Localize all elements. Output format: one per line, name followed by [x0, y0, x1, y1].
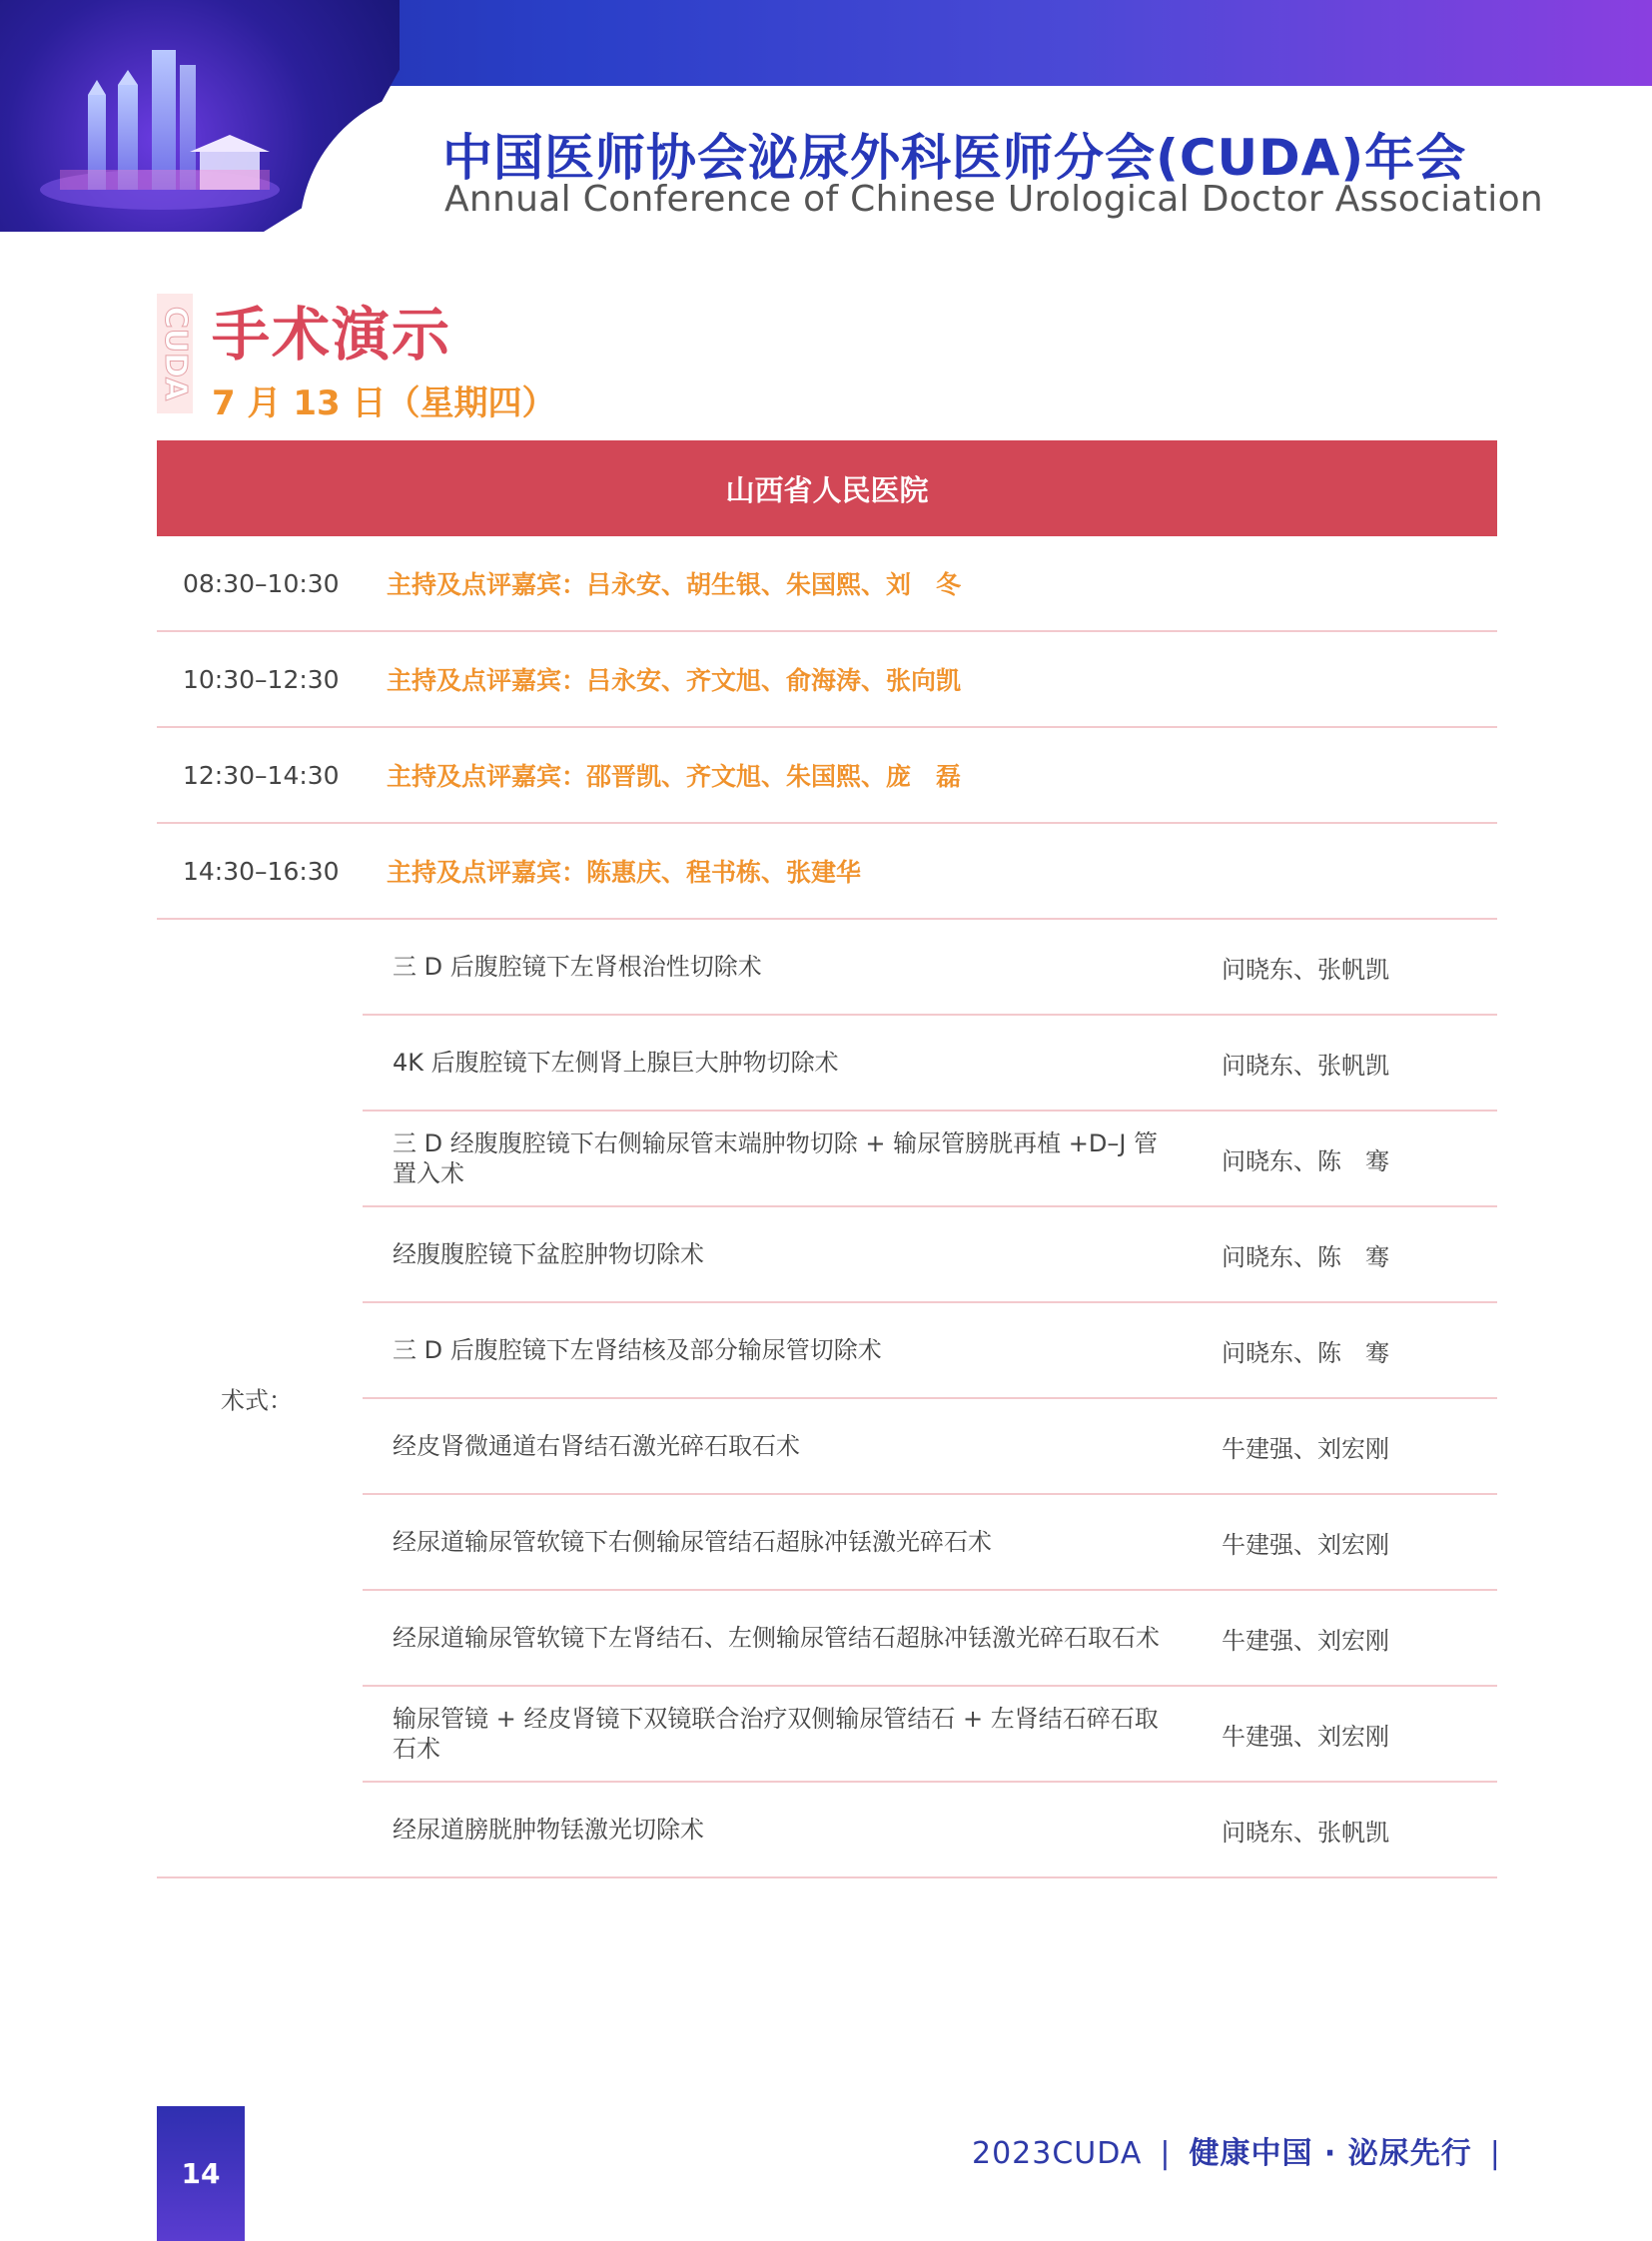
footer-tagline: [972, 2128, 1511, 2172]
procedures-list: [363, 920, 1497, 1876]
session-host: 主持及点评嘉宾：吕永安、齐文旭、俞海涛、张向凯: [387, 666, 962, 695]
procedure-surgeons: 问晓东、陈 骞: [1222, 1242, 1389, 1271]
procedure-surgeons: 问晓东、张帆凯: [1222, 955, 1389, 984]
procedure-name: 三 D 经腹腹腔镜下右侧输尿管末端肿物切除 + 输尿管膀胱再植 +D–J 管置入术: [393, 1129, 1159, 1187]
procedure-name: 经腹腹腔镜下盆腔肿物切除术: [393, 1240, 704, 1268]
cuda-side-mark-text: CUDA: [158, 306, 193, 401]
procedures-label: 术式：: [221, 1386, 293, 1415]
procedure-row: [363, 1687, 1497, 1783]
footer-separator: |: [1160, 2136, 1172, 2171]
procedure-row: [363, 1016, 1497, 1112]
procedure-row: [363, 1495, 1497, 1591]
footer-slogan: 健康中国 · 泌尿先行: [1189, 2136, 1472, 2171]
procedure-name: 经皮肾微通道右肾结石激光碎石取石术: [393, 1432, 800, 1460]
procedure-surgeons: 牛建强、刘宏刚: [1222, 1722, 1389, 1751]
procedure-row: [363, 1207, 1497, 1303]
procedure-surgeons: 问晓东、陈 骞: [1222, 1338, 1389, 1367]
session-row: [157, 824, 1497, 920]
procedure-name: 输尿管镜 + 经皮肾镜下双镜联合治疗双侧输尿管结石 + 左肾结石碎石取石术: [393, 1705, 1159, 1763]
procedure-row: [363, 1591, 1497, 1687]
hospital-header: 山西省人民医院: [157, 440, 1497, 536]
conference-title-en: Annual Conference of Chinese Urological Doctor Association: [444, 179, 1544, 220]
procedure-surgeons: 牛建强、刘宏刚: [1222, 1530, 1389, 1559]
session-time: 08:30–10:30: [183, 568, 340, 598]
city-skyline-graphic: [40, 40, 340, 210]
procedure-surgeons: 问晓东、张帆凯: [1222, 1051, 1389, 1080]
procedure-row: [363, 920, 1497, 1016]
cuda-side-mark: [157, 294, 193, 413]
footer-separator: |: [1489, 2136, 1501, 2171]
procedure-surgeons: 问晓东、张帆凯: [1222, 1818, 1389, 1847]
section-title: 手术演示: [212, 301, 452, 369]
footer-brand: 2023CUDA: [972, 2136, 1143, 2171]
session-row: [157, 536, 1497, 632]
procedure-name: 三 D 后腹腔镜下左肾根治性切除术: [393, 953, 762, 981]
page-number: 14: [181, 2157, 221, 2190]
procedure-name: 经尿道膀胱肿物铥激光切除术: [393, 1816, 704, 1844]
session-host: 主持及点评嘉宾：邵晋凯、齐文旭、朱国熙、庞 磊: [387, 762, 962, 791]
procedures-block: [157, 920, 1497, 1878]
procedure-name: 三 D 后腹腔镜下左肾结核及部分输尿管切除术: [393, 1336, 882, 1364]
procedure-row: [363, 1112, 1497, 1207]
procedure-surgeons: 牛建强、刘宏刚: [1222, 1434, 1389, 1463]
page-number-box: [157, 2106, 245, 2241]
session-time: 14:30–16:30: [183, 856, 340, 886]
procedure-surgeons: 牛建强、刘宏刚: [1222, 1626, 1389, 1655]
session-host: 主持及点评嘉宾：陈惠庆、程书栋、张建华: [387, 858, 862, 887]
procedure-row: [363, 1783, 1497, 1876]
session-row: [157, 632, 1497, 728]
session-host: 主持及点评嘉宾：吕永安、胡生银、朱国熙、刘 冬: [387, 570, 962, 599]
procedure-surgeons: 问晓东、陈 骞: [1222, 1146, 1389, 1175]
procedure-name: 4K 后腹腔镜下左侧肾上腺巨大肿物切除术: [393, 1049, 839, 1077]
procedures-label-column: [157, 920, 363, 1876]
schedule-table: [157, 440, 1497, 1878]
session-time: 10:30–12:30: [183, 664, 340, 694]
session-row: [157, 728, 1497, 824]
section-date: 7 月 13 日（星期四）: [212, 383, 556, 423]
conference-title-cn: 中国医师协会泌尿外科医师分会(CUDA)年会: [442, 129, 1467, 187]
session-time: 12:30–14:30: [183, 760, 340, 790]
procedure-row: [363, 1303, 1497, 1399]
procedure-name: 经尿道输尿管软镜下右侧输尿管结石超脉冲铥激光碎石术: [393, 1528, 992, 1556]
procedure-name: 经尿道输尿管软镜下左肾结石、左侧输尿管结石超脉冲铥激光碎石取石术: [393, 1624, 1160, 1652]
procedure-row: [363, 1399, 1497, 1495]
